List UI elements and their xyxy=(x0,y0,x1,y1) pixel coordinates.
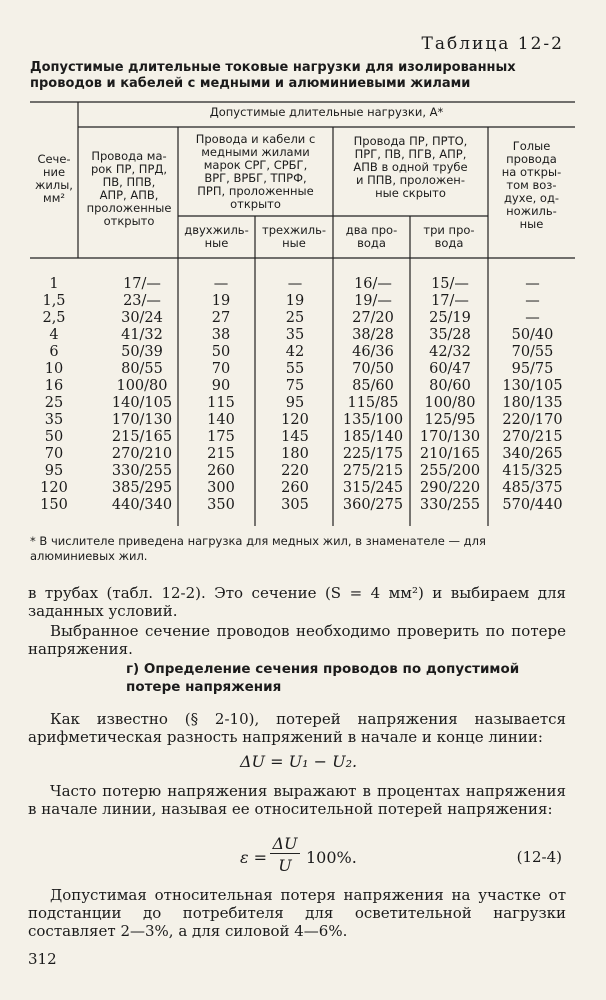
formula-numerator: ΔU xyxy=(270,834,300,854)
table-cell: 115/85 xyxy=(347,395,399,411)
page-number: 312 xyxy=(28,950,57,968)
paragraph-5: Допустимая относительная потеря напряжения на участке от подстанции до потребителя для осветительной нагрузки составляет 2—3%, а для силовой 4—6%. xyxy=(28,886,566,940)
paragraph-1: в трубах (табл. 12-2). Это сечение (S = 4 мм²) и выбираем для заданных условий. xyxy=(28,584,566,620)
table-cell: 260 xyxy=(281,480,309,496)
table-cell: 125/95 xyxy=(424,412,476,428)
section-subheading: г) Определение сечения проводов по допустимой потере напряжения xyxy=(126,661,520,695)
table-cell: 270/210 xyxy=(111,446,173,462)
table-cell: — xyxy=(287,276,303,292)
table-cell: 15/— xyxy=(431,276,469,292)
table-cell: 485/375 xyxy=(502,480,563,496)
table-cell: 85/60 xyxy=(352,378,394,394)
table-caption: Допустимые длительные токовые нагрузки для изолированных проводов и кабелей с медными и алюминиевыми жилами xyxy=(30,60,516,91)
table-cell: 16 xyxy=(44,378,64,394)
table-cell: 90 xyxy=(211,378,231,394)
table-cell: 70/50 xyxy=(352,361,394,377)
table-row xyxy=(30,310,575,325)
table-cell: 170/130 xyxy=(419,429,481,445)
table-cell: 330/255 xyxy=(419,497,481,513)
table-row xyxy=(30,412,575,427)
table-cell: 35 xyxy=(285,327,305,343)
table-footnote: * В числителе приведена нагрузка для медных жил, в знаменателе — для алюминиевых жил. xyxy=(30,534,486,563)
table-cell: 275/215 xyxy=(342,463,404,479)
table-cell: 70 xyxy=(44,446,64,462)
table-cell: 35/28 xyxy=(429,327,471,343)
table-cell: 360/275 xyxy=(342,497,404,513)
table-row xyxy=(30,463,575,478)
table-cell: 255/200 xyxy=(419,463,481,479)
table-cell: 38 xyxy=(211,327,231,343)
table-cell: 185/140 xyxy=(342,429,404,445)
table-row xyxy=(30,446,575,461)
table-cell: — xyxy=(213,276,229,292)
header-two-core: двухжиль- ные xyxy=(184,223,249,250)
table-cell: 140/105 xyxy=(111,395,173,411)
header-open-wires: Провода ма- рок ПР, ПРД, ПВ, ППВ, АПР, АПВ, проложенные открыто xyxy=(86,149,172,228)
table-cell: 385/295 xyxy=(111,480,173,496)
header-bare-wires: Голые провода на откры- том воз- духе, од- ножиль- ные xyxy=(501,139,562,231)
formula-lhs: ε = xyxy=(240,848,268,867)
table-cell: 25 xyxy=(44,395,64,411)
table-cell: 220/170 xyxy=(502,412,563,428)
table-row xyxy=(30,327,575,342)
table-cell: 23/— xyxy=(123,293,161,309)
table-cell: 145 xyxy=(281,429,309,445)
table-cell: 180 xyxy=(281,446,309,462)
table-cell: 440/340 xyxy=(111,497,173,513)
table-cell: 19 xyxy=(285,293,305,309)
table-row xyxy=(30,497,575,512)
table-cell: 17/— xyxy=(123,276,161,292)
table-cell: 2,5 xyxy=(42,310,66,326)
table-cell: 35 xyxy=(44,412,64,428)
formula-relative-loss xyxy=(240,834,360,878)
table-cell: 19/— xyxy=(354,293,392,309)
table-cell: 225/175 xyxy=(342,446,404,462)
header-two-wires: два про- вода xyxy=(345,223,398,250)
table-cell: 100/80 xyxy=(424,395,476,411)
paragraph-2: Выбранное сечение проводов необходимо проверить по потере напряжения. xyxy=(28,622,566,658)
table-cell: 100/80 xyxy=(116,378,168,394)
table-cell: 140 xyxy=(207,412,235,428)
table-cell: 330/255 xyxy=(111,463,173,479)
table-row xyxy=(30,378,575,393)
table-cell: 42 xyxy=(285,344,305,360)
table-cell: 30/24 xyxy=(121,310,163,326)
header-section: Сече- ние жилы, мм² xyxy=(35,152,73,205)
table-cell: 75 xyxy=(285,378,305,394)
table-cell: 70 xyxy=(211,361,231,377)
table-cell: 50 xyxy=(211,344,231,360)
table-cell: 215/165 xyxy=(111,429,173,445)
table-cell: 55 xyxy=(285,361,305,377)
header-three-wires: три про- вода xyxy=(423,223,475,250)
formula-number: (12-4) xyxy=(516,848,562,866)
table-cell: 1 xyxy=(49,276,59,292)
table-cell: 46/36 xyxy=(352,344,394,360)
table-cell: 27 xyxy=(211,310,231,326)
table-cell: 210/165 xyxy=(419,446,481,462)
table-cell: 120 xyxy=(40,480,68,496)
table-row xyxy=(30,276,575,291)
table-row xyxy=(30,293,575,308)
table-cell: 42/32 xyxy=(429,344,471,360)
header-hidden-wires: Провода ПР, ПРТО, ПРГ, ПВ, ПГВ, АПР, АПВ в одной трубе и ППВ, проложен- ные скрыто xyxy=(353,134,468,200)
table-cell: 315/245 xyxy=(342,480,404,496)
table-cell: 135/100 xyxy=(342,412,404,428)
table-cell: 180/135 xyxy=(502,395,563,411)
table-cell: 115 xyxy=(207,395,235,411)
formula-denominator: U xyxy=(278,856,292,875)
table-cell: 50/39 xyxy=(121,344,163,360)
table-cell: 27/20 xyxy=(352,310,394,326)
table-row xyxy=(30,344,575,359)
table-cell: 290/220 xyxy=(419,480,481,496)
table-cell: 170/130 xyxy=(111,412,173,428)
table-cell: 80/60 xyxy=(429,378,471,394)
table-cell: 120 xyxy=(281,412,309,428)
table-cell: 570/440 xyxy=(502,497,563,513)
table-cell: 60/47 xyxy=(429,361,471,377)
table-cell: 415/325 xyxy=(502,463,563,479)
formula-delta-u: ΔU = U₁ − U₂. xyxy=(240,752,358,771)
table-cell: 150 xyxy=(40,497,68,513)
table-cell: 220 xyxy=(281,463,309,479)
table-cell: 95 xyxy=(285,395,305,411)
table-cell: — xyxy=(525,276,540,292)
table-cell: 16/— xyxy=(354,276,392,292)
table-cell: 4 xyxy=(49,327,59,343)
table-cell: 350 xyxy=(207,497,235,513)
formula-rhs: 100%. xyxy=(306,848,357,867)
table-cell: 95/75 xyxy=(511,361,554,377)
paragraph-4: Часто потерю напряжения выражают в процентах напряжения в начале линии, называя ее относительной потерей напряжения: xyxy=(28,782,566,818)
table-row xyxy=(30,480,575,495)
paragraph-3: Как известно (§ 2-10), потерей напряжения называется арифметическая разность напряжений в начале и конце линии: xyxy=(28,710,566,746)
table-row xyxy=(30,429,575,444)
table-cell: 25 xyxy=(285,310,305,326)
table-cell: 19 xyxy=(211,293,231,309)
table-cell: — xyxy=(525,310,540,326)
table-cell: 95 xyxy=(44,463,64,479)
table-cell: 41/32 xyxy=(121,327,163,343)
table-cell: 130/105 xyxy=(502,378,563,394)
table-cell: 175 xyxy=(207,429,235,445)
table-cell: 340/265 xyxy=(502,446,563,462)
header-three-core: трехжиль- ные xyxy=(262,223,326,250)
header-copper-cables: Провода и кабели с медными жилами марок СРГ, СРБГ, ВРГ, ВРБГ, ТПРФ, ПРП, проложенные открыто xyxy=(195,132,316,211)
table-cell: 300 xyxy=(207,480,235,496)
table-cell: 17/— xyxy=(431,293,469,309)
table-row xyxy=(30,361,575,376)
table-cell: 38/28 xyxy=(352,327,394,343)
table-cell: 305 xyxy=(281,497,309,513)
table-cell: 50/40 xyxy=(511,327,554,343)
table-cell: 6 xyxy=(49,344,59,360)
table-cell: 50 xyxy=(44,429,64,445)
header-super: Допустимые длительные нагрузки, А* xyxy=(209,105,444,119)
table-label: Таблица 12-2 xyxy=(421,34,564,54)
table-cell: — xyxy=(525,293,540,309)
table-cell: 80/55 xyxy=(121,361,163,377)
table-cell: 215 xyxy=(207,446,235,462)
table-cell: 1,5 xyxy=(42,293,66,309)
table-cell: 10 xyxy=(44,361,64,377)
table-row xyxy=(30,395,575,410)
table-cell: 260 xyxy=(207,463,235,479)
table-cell: 25/19 xyxy=(429,310,471,326)
table-cell: 70/55 xyxy=(511,344,554,360)
table-cell: 270/215 xyxy=(502,429,563,445)
